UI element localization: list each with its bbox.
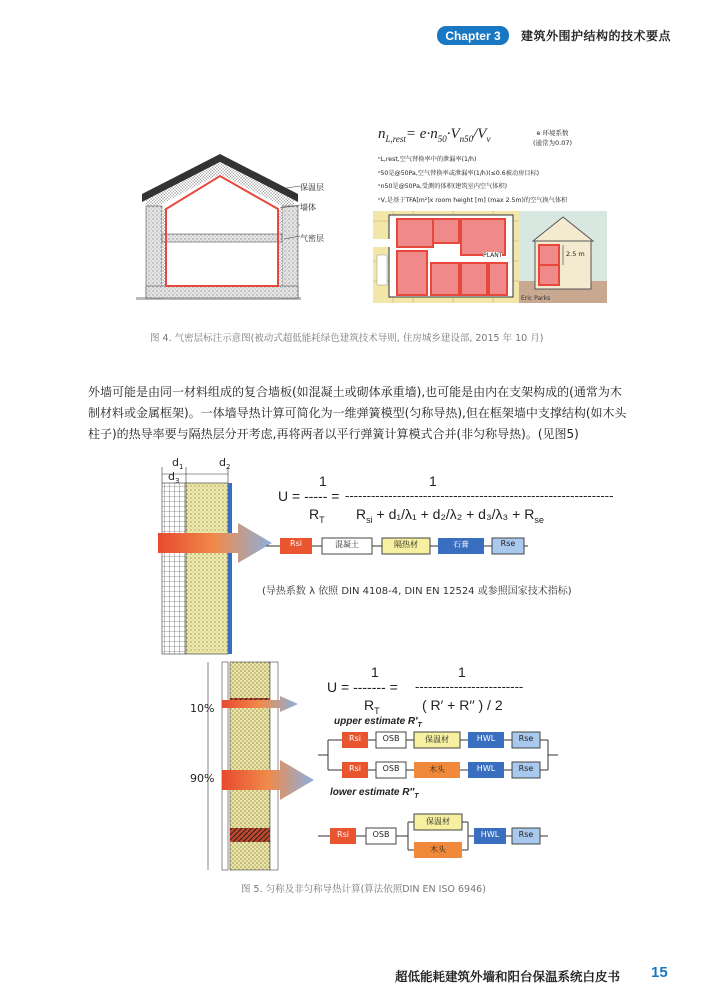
r1-rsi: Rsi bbox=[349, 734, 361, 743]
upper-estimate-label: upper estimate $R'_T$ bbox=[334, 716, 422, 729]
percent-10: 10% bbox=[190, 702, 215, 715]
label-wall: 墙体 bbox=[300, 203, 316, 212]
r2-hwl: HWL bbox=[476, 764, 496, 773]
chain-rsi: Rsi bbox=[290, 539, 302, 548]
r1-osb: OSB bbox=[382, 734, 400, 743]
r3-rsi: Rsi bbox=[337, 830, 349, 839]
r3-rse: Rse bbox=[518, 830, 534, 839]
height-label: 2.5 m bbox=[566, 250, 585, 258]
section-view bbox=[519, 211, 607, 303]
photo-credit: Eric Parks bbox=[521, 295, 551, 302]
conductivity-note: (导热系数 λ 依照 DIN 4108-4, DIN EN 12524 或参照国家技术指标) bbox=[262, 586, 572, 597]
lower-estimate-label: lower estimate $R''_T$ bbox=[330, 787, 419, 800]
airtightness-formula: $n_{L,rest}= e\cdot n_{50}\cdot V_{n50}/V_v$ bbox=[378, 126, 491, 144]
r2-rsi: Rsi bbox=[349, 764, 361, 773]
chain-concrete: 混凝土 bbox=[335, 540, 359, 549]
r3-insul: 保温材 bbox=[426, 817, 450, 826]
page-number: 15 bbox=[651, 964, 668, 981]
r3-osb: OSB bbox=[372, 830, 390, 839]
chain-gypsum: 石膏 bbox=[453, 540, 469, 549]
inhomogeneous-wall-diagram bbox=[188, 662, 318, 870]
homogeneous-wall-diagram bbox=[150, 457, 285, 654]
footer-title: 超低能耗建筑外墙和阳台保温系统白皮书 bbox=[394, 969, 620, 984]
u2-fraction-bar: ------------------------- bbox=[415, 679, 524, 694]
u-eq-line: U = ----- = bbox=[278, 488, 340, 504]
r1-hwl: HWL bbox=[476, 734, 496, 743]
formula-notes: ⁿL,rest,空气替换率中的泄漏率(1/h) ⁿ50是@50Pa,空气替换率或泄漏率(1/h)(≤0.6被动房目标) ᵛn50是@50Pa,受测的体积(建筑室内空气体积) ᵛV,是基于TFA[m²]x room height [m] (max 2.5m)的空气换气体积 bbox=[378, 156, 568, 204]
r2-wood: 木头 bbox=[429, 765, 445, 774]
label-insulation: 保温层 bbox=[300, 183, 324, 192]
figure-4-caption: 图 4. 气密层标注示意图(被动式超低能耗绿色建筑技术导则, 住房城乡建设部, 2015 年 10 月) bbox=[150, 333, 544, 344]
u-fraction-bar: -------------------------------------------------------------- bbox=[345, 488, 614, 503]
d3-label: $d_3$ bbox=[168, 470, 180, 486]
r2-rse: Rse bbox=[518, 764, 534, 773]
u2-rt: $R_T$ bbox=[364, 697, 380, 716]
rt-label: $R_T$ bbox=[309, 506, 325, 525]
r2-osb: OSB bbox=[382, 764, 400, 773]
chain-insulation: 隔热材 bbox=[394, 540, 418, 549]
figure-5-caption: 图 5. 匀称及非匀称导热计算(算法依照DIN EN ISO 6946) bbox=[241, 884, 486, 895]
u2-eq: U = ------- = bbox=[327, 679, 398, 695]
u2-denominator: ( R′ + R′′ ) / 2 bbox=[422, 697, 503, 713]
u-num-1: 1 bbox=[319, 473, 327, 489]
u2-num-1: 1 bbox=[371, 664, 379, 680]
percent-90: 90% bbox=[190, 772, 215, 785]
u2-num-2: 1 bbox=[458, 664, 466, 680]
r1-insul: 保温材 bbox=[425, 735, 449, 744]
chapter-title: 建筑外围护结构的技术要点 bbox=[521, 29, 672, 43]
denominator: $R_{si} + d_1/\lambda_1 + d_2/\lambda_2 + d_3/\lambda_3 + R_{se}$ bbox=[356, 506, 544, 525]
r3-wood: 木头 bbox=[430, 845, 446, 854]
r1-rse: Rse bbox=[518, 734, 534, 743]
u-num-2: 1 bbox=[429, 473, 437, 489]
env-coefficient: e 环境系数 (通常为0.07) bbox=[533, 129, 573, 147]
chain-rse: Rse bbox=[500, 539, 516, 548]
body-paragraph: 外墙可能是由同一材料组成的复合墙板(如混凝土或砌体承重墙),也可能是由内在支架构成的(通常为木制材料或金属框架)。一体墙导热计算可简化为一维弹簧模型(匀称导热),但在框架墙中支撑结构(如木头柱子)的热导率要与隔热层分开考虑,再将两者以平行弹簧计算模式合并(非匀称导热)。(见图5) bbox=[88, 385, 627, 441]
chapter-badge: Chapter 3 bbox=[437, 26, 509, 45]
label-airtight: 气密层 bbox=[300, 234, 324, 243]
label-leaders bbox=[280, 184, 302, 240]
plant-label: PLANT bbox=[483, 252, 503, 259]
r3-hwl: HWL bbox=[480, 830, 500, 839]
d2-label: $d_2$ bbox=[219, 456, 231, 472]
d1-label: $d_1$ bbox=[172, 456, 184, 472]
